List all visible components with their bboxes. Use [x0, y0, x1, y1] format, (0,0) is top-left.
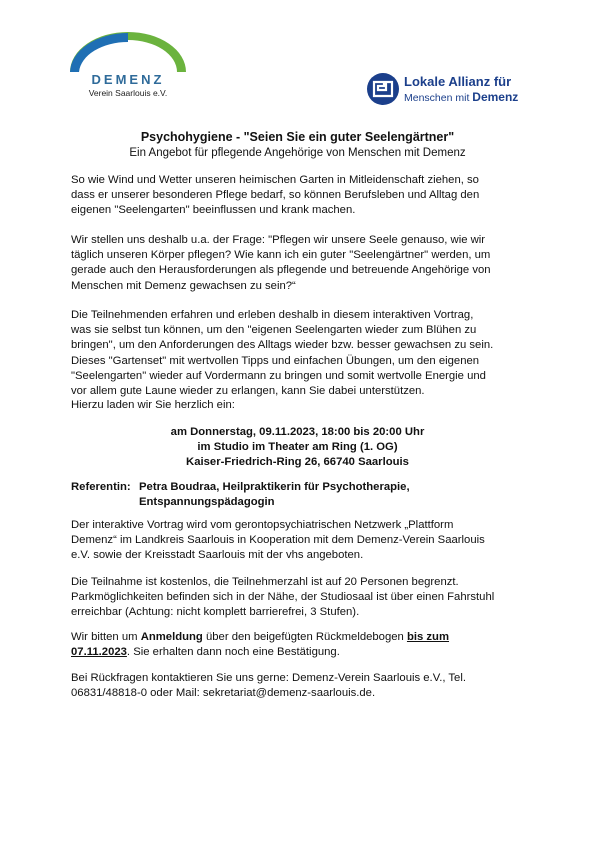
paragraph-invitation: Hierzu laden wir Sie herzlich ein: [71, 399, 235, 411]
text-line: Wir stellen uns deshalb u.a. der Frage: "Pflegen wir unsere Seele genauso, wie wir [71, 234, 486, 246]
speaker-label: Referentin: [71, 481, 131, 493]
demenz-verein-logo [66, 30, 190, 102]
text-line: e.V. sowie der Kreisstadt Saarlouis mit der vhs angeboten. [71, 549, 364, 562]
text-line: 06831/48818-0 oder Mail: sekretariat@demenz-saarlouis.de. [71, 687, 376, 700]
logo-brand: DEMENZ [91, 72, 165, 87]
reg-text-c: über den beigefügten Rückmeldebogen [202, 631, 407, 643]
logo-subline: Verein Saarlouis e.V. [88, 88, 168, 98]
speaker-info [139, 480, 410, 510]
speaker-name: Petra Boudraa, Heilpraktikerin für Psychotherapie, [139, 481, 410, 493]
allianz-line2 [404, 90, 518, 104]
text-line: Menschen mit Demenz gewachsen zu sein?“ [71, 279, 296, 292]
text-line: Die Teilnehmenden erfahren und erleben deshalb in diesem interaktiven Vortrag, [71, 309, 474, 321]
text-line: Parkmöglichkeiten befinden sich in der Nähe, der Studiosaal ist über einen Fahrstuhl [71, 591, 495, 604]
text-line: täglich unseren Körper pflegen? Wie kann ich ein guter "Seelengärtner" werden, um [71, 249, 491, 262]
event-date: am Donnerstag, 09.11.2023, 18:00 bis 20:00 Uhr [170, 426, 425, 438]
text-line: eigenen "Seelengarten" beeinflussen und krank machen. [71, 204, 356, 217]
reg-text-f: . Sie erhalten dann noch eine Bestätigung. [126, 646, 340, 659]
text-line: erreichbar (Achtung: nicht komplett barrierefrei, 3 Stufen). [71, 606, 360, 619]
speaker-title: Entspannungspädagogin [139, 496, 275, 509]
text-line: bringen", um den Anforderungen des Alltags wieder bzw. besser gewachsen zu sein. [71, 339, 494, 352]
logo-arcs-icon [66, 30, 190, 102]
text-line [71, 645, 531, 660]
event-address: Kaiser-Friedrich-Ring 26, 66740 Saarlouis [186, 456, 409, 469]
text-line: dass er unserer besonderen Pflege bedarf, so können Berufsleben und Alltag den [71, 189, 480, 202]
event-venue: im Studio im Theater am Ring (1. OG) [197, 441, 398, 454]
reg-deadline-a: bis zum [406, 631, 450, 643]
reg-deadline-date: 07.11.2023 [71, 646, 127, 659]
allianz-line2-a: Menschen mit [404, 92, 473, 104]
reg-text-bold: Anmeldung [140, 631, 203, 643]
paragraph-participation [71, 575, 531, 621]
page-subtitle: Ein Angebot für pflegende Angehörige von Menschen mit Demenz [129, 147, 466, 159]
text-line: Demenz“ im Landkreis Saarlouis in Kooperation mit dem Demenz-Verein Saarlouis [71, 534, 485, 547]
text-line: was sie selbst tun können, um den "eigenen Seelengarten wieder zum Blühen zu [71, 324, 477, 337]
text-line: Bei Rückfragen kontaktieren Sie uns gerne: Demenz-Verein Saarlouis e.V., Tel. [71, 672, 466, 684]
paragraph-question [71, 233, 531, 294]
paragraph-registration [71, 630, 531, 660]
paragraph-intro [71, 173, 531, 219]
allianz-line2-b: Demenz [472, 90, 519, 104]
text-line: Der interaktive Vortrag wird vom gerontopsychiatrischen Netzwerk „Plattform [71, 519, 454, 531]
paragraph-organizers [71, 518, 531, 564]
allianz-line1: Lokale Allianz für [404, 74, 512, 89]
reg-text-a: Wir bitten um [71, 631, 141, 643]
page-title: Psychohygiene - "Seien Sie ein guter Seelengärtner" [140, 130, 455, 144]
paragraph-contact [71, 671, 531, 701]
text-line: Die Teilnahme ist kostenlos, die Teilnehmerzahl ist auf 20 Personen begrenzt. [71, 576, 459, 588]
text-line: Dieses "Gartenset" mit wertvollen Tipps und einfachen Übungen, um den eigenen [71, 354, 480, 367]
allianz-emblem-icon [366, 72, 400, 106]
text-line [71, 630, 531, 645]
event-details [0, 425, 595, 471]
text-line: "Seelengarten" wieder auf Vordermann zu bringen und somit wertvolle Energie und [71, 369, 486, 382]
lokale-allianz-logo [366, 72, 536, 106]
text-line: vor allem gute Laune wieder zu erlangen, kann Sie dabei unterstützen. [71, 385, 425, 398]
text-line: gerade auch den Herausforderungen als pflegende und betreuende Angehörige von [71, 264, 491, 277]
text-line: So wie Wind und Wetter unseren heimischen Garten in Mitleidenschaft ziehen, so [71, 174, 479, 186]
paragraph-content [71, 308, 531, 399]
